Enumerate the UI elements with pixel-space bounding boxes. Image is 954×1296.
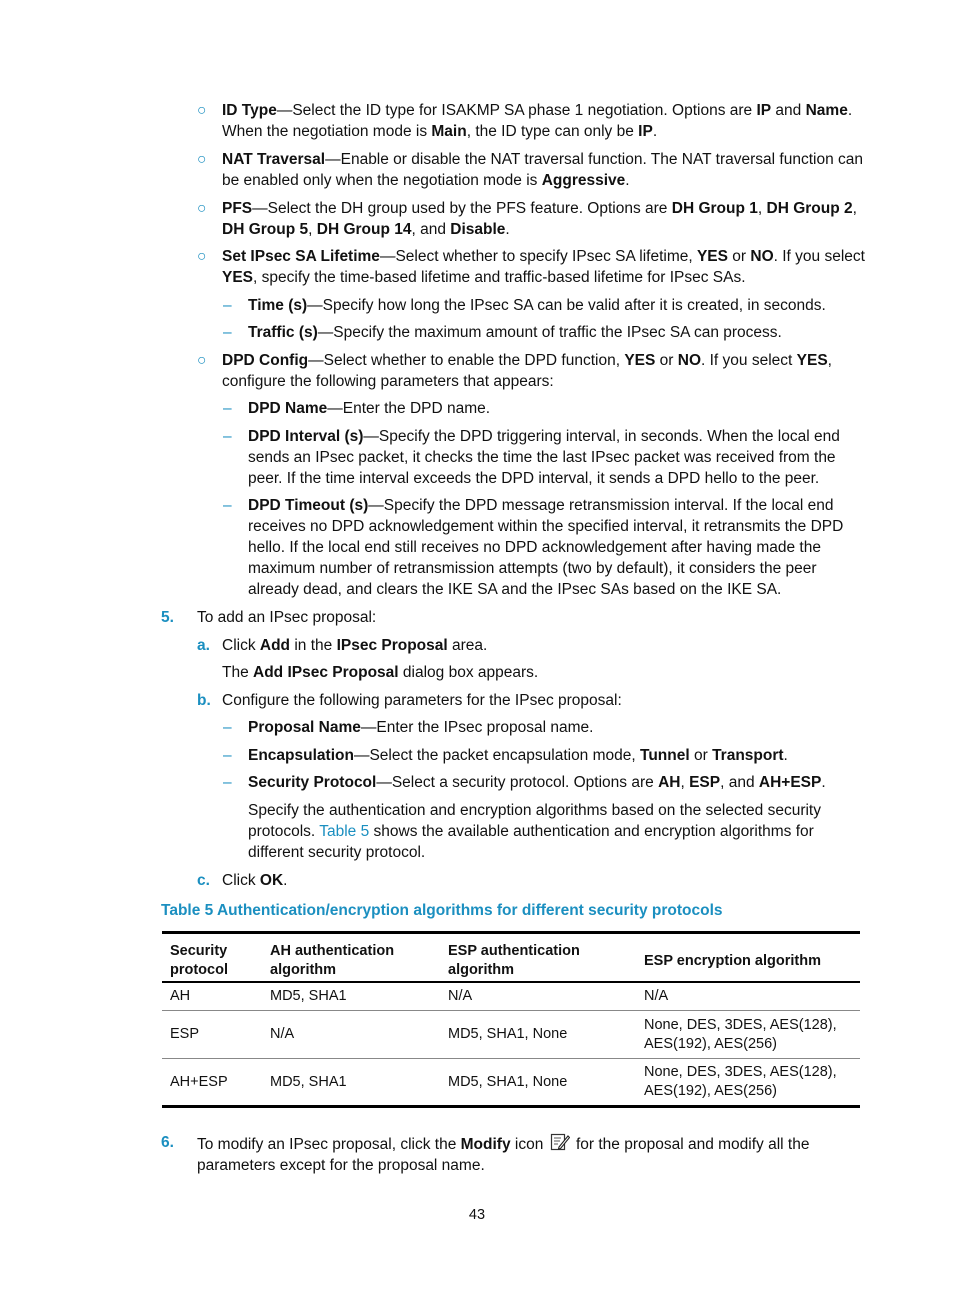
bullet-id-type	[222, 100, 867, 142]
sub-item-dpd-timeout	[248, 495, 868, 600]
note-text: Specify the authentication and encryption algorithms based on the selected security protocols.	[248, 802, 821, 840]
sub-item-security-protocol	[248, 772, 868, 793]
sub-term: Encapsulation	[248, 747, 354, 764]
sub-desc: —Specify how long the IPsec SA can be valid after it is created, in seconds.	[307, 297, 826, 314]
bullet-term: Set IPsec SA Lifetime	[222, 248, 380, 265]
column-header: ESP encryption algorithm	[644, 952, 821, 969]
circle-bullet: ○	[197, 200, 207, 217]
bullet-desc: Enable or disable the NAT traversal function. The NAT traversal function can be enabled only when the negotiation mode is Aggressive.	[222, 151, 864, 189]
sub-item-encapsulation	[248, 745, 868, 766]
bullet-term: DPD Config	[222, 352, 309, 369]
table-cell: None, DES, 3DES, AES(128), AES(192), AES(256)	[644, 1064, 837, 1099]
bullet-desc: —	[252, 200, 268, 217]
sub-item-traffic	[248, 322, 868, 343]
step-5-text: To add an IPsec proposal:	[197, 609, 377, 626]
dash-bullet: –	[223, 324, 232, 341]
sub-term: DPD Interval (s)	[248, 428, 364, 445]
bullet-sa-lifetime	[222, 246, 867, 288]
bullet-desc: —	[276, 102, 293, 119]
substep-label: c.	[197, 872, 210, 889]
sub-desc: —Specify the DPD triggering interval, in seconds. When the local end sends an IPsec packet, it checks the time the last IPsec packet was received from the peer. If the time interval exceeds the DPD interval, it sends a DPD hello to the peer.	[248, 428, 840, 487]
substep-label: b.	[197, 692, 211, 709]
sub-term: Traffic (s)	[248, 324, 318, 341]
substep-a-note: The Add IPsec Proposal dialog box appears.	[222, 664, 539, 681]
circle-bullet: ○	[197, 248, 207, 265]
step-text: icon	[514, 1136, 544, 1153]
bullet-pfs	[222, 198, 867, 240]
sub-term: Security Protocol	[248, 774, 377, 791]
table-cell: N/A	[644, 987, 669, 1004]
sub-term: DPD Name	[248, 400, 328, 417]
table-header-row	[162, 933, 860, 982]
dash-bullet: –	[223, 297, 232, 314]
substep-label: a.	[197, 637, 210, 654]
dash-bullet: –	[223, 400, 232, 417]
table-cell: N/A	[448, 987, 473, 1004]
column-header: Security protocol	[170, 943, 228, 979]
circle-bullet: ○	[197, 102, 207, 119]
circle-bullet: ○	[197, 151, 207, 168]
bullet-desc: Select whether to specify IPsec SA lifetime, YES or NO. If you select YES, specify the time-based lifetime and traffic-based lifetime for IPsec SAs.	[222, 248, 865, 286]
table-cell: MD5, SHA1	[270, 987, 347, 1004]
table-cell: MD5, SHA1, None	[448, 1026, 568, 1042]
table-cell: N/A	[270, 1026, 295, 1042]
table-row	[162, 1011, 860, 1059]
substep-b-note	[248, 800, 838, 863]
bullet-term: PFS	[222, 200, 253, 217]
sub-desc: —Enter the IPsec proposal name.	[360, 719, 594, 736]
sub-desc: —Specify the maximum amount of traffic the IPsec SA can process.	[317, 324, 782, 341]
sub-desc: —Specify the DPD message retransmission interval. If the local end receives no DPD acknowledgement within the specified interval, it retransmits the DPD hello. If the local end still receives no DPD acknowledgement after having made the maximum number of retransmission attempts (two by default), it considers the peer already dead, and clears the IKE SA and the IPsec SAs based on the IKE SA.	[248, 497, 844, 598]
sub-item-time	[248, 295, 868, 316]
table-row	[162, 1059, 860, 1107]
table-cell: MD5, SHA1	[270, 1073, 347, 1090]
dash-bullet: –	[223, 747, 232, 764]
step-6-text	[197, 1132, 837, 1176]
table-row	[162, 982, 860, 1011]
bullet-dpd-config	[222, 350, 867, 392]
bullet-desc: —	[379, 248, 396, 265]
column-header: ESP authentication algorithm	[448, 943, 580, 979]
bullet-desc: —	[325, 151, 341, 168]
sub-item-dpd-interval	[248, 426, 868, 489]
sub-term: Proposal Name	[248, 719, 361, 736]
bullet-term: ID Type	[222, 102, 277, 119]
edit-icon	[550, 1132, 570, 1152]
sub-item-proposal-name	[248, 717, 868, 738]
substep-b-text: Configure the following parameters for the IPsec proposal:	[222, 692, 622, 709]
bullet-desc: Select the ID type for ISAKMP SA phase 1 negotiation. Options are IP and Name. When the negotiation mode is Main, the ID type can only be IP.	[222, 102, 853, 140]
bullet-term: NAT Traversal	[222, 151, 326, 168]
table-cell: ESP	[170, 1026, 200, 1042]
page-number: 43	[468, 1207, 486, 1223]
table-5-link[interactable]: Table 5	[319, 823, 370, 840]
table-caption: Table 5 Authentication/encryption algorithms for different security protocols	[161, 902, 723, 919]
sub-desc: —Select the packet encapsulation mode, Tunnel or Transport.	[353, 747, 788, 764]
sub-term: Time (s)	[248, 297, 308, 314]
dash-bullet: –	[223, 719, 232, 736]
bullet-desc: Select the DH group used by the PFS feature. Options are DH Group 1, DH Group 2, DH Group 5, DH Group 14, and Disable.	[222, 200, 857, 238]
step-text: To modify an IPsec proposal, click the	[197, 1136, 457, 1153]
sub-term: DPD Timeout (s)	[248, 497, 369, 514]
step-text: for the proposal and modify all the parameters except for the proposal name.	[197, 1136, 810, 1174]
dash-bullet: –	[223, 774, 232, 791]
step-number: 5.	[161, 609, 174, 626]
bullet-desc: —Select whether to enable the DPD function, YES or NO. If you select YES, configure the following parameters that appears:	[222, 352, 832, 390]
circle-bullet: ○	[197, 352, 207, 369]
substep-a-text: Click Add in the IPsec Proposal area.	[222, 637, 488, 654]
algorithm-table	[162, 931, 860, 1108]
table-cell: AH	[170, 987, 191, 1004]
dash-bullet: –	[223, 497, 232, 514]
step-number: 6.	[161, 1134, 174, 1151]
modify-term: Modify	[460, 1136, 511, 1153]
bullet-nat-traversal	[222, 149, 867, 191]
table-cell: MD5, SHA1, None	[448, 1073, 568, 1090]
note-text: shows the available authentication and encryption algorithms for different security protocol.	[248, 823, 814, 861]
table-cell: AH+ESP	[170, 1073, 228, 1090]
column-header: AH authentication algorithm	[270, 943, 395, 979]
dash-bullet: –	[223, 428, 232, 445]
table-cell: None, DES, 3DES, AES(128), AES(192), AES(256)	[644, 1016, 837, 1052]
substep-c-text: Click OK.	[222, 872, 288, 889]
sub-desc: —Select a security protocol. Options are AH, ESP, and AH+ESP.	[376, 774, 826, 791]
sub-desc: —Enter the DPD name.	[327, 400, 491, 417]
sub-item-dpd-name	[248, 398, 868, 419]
